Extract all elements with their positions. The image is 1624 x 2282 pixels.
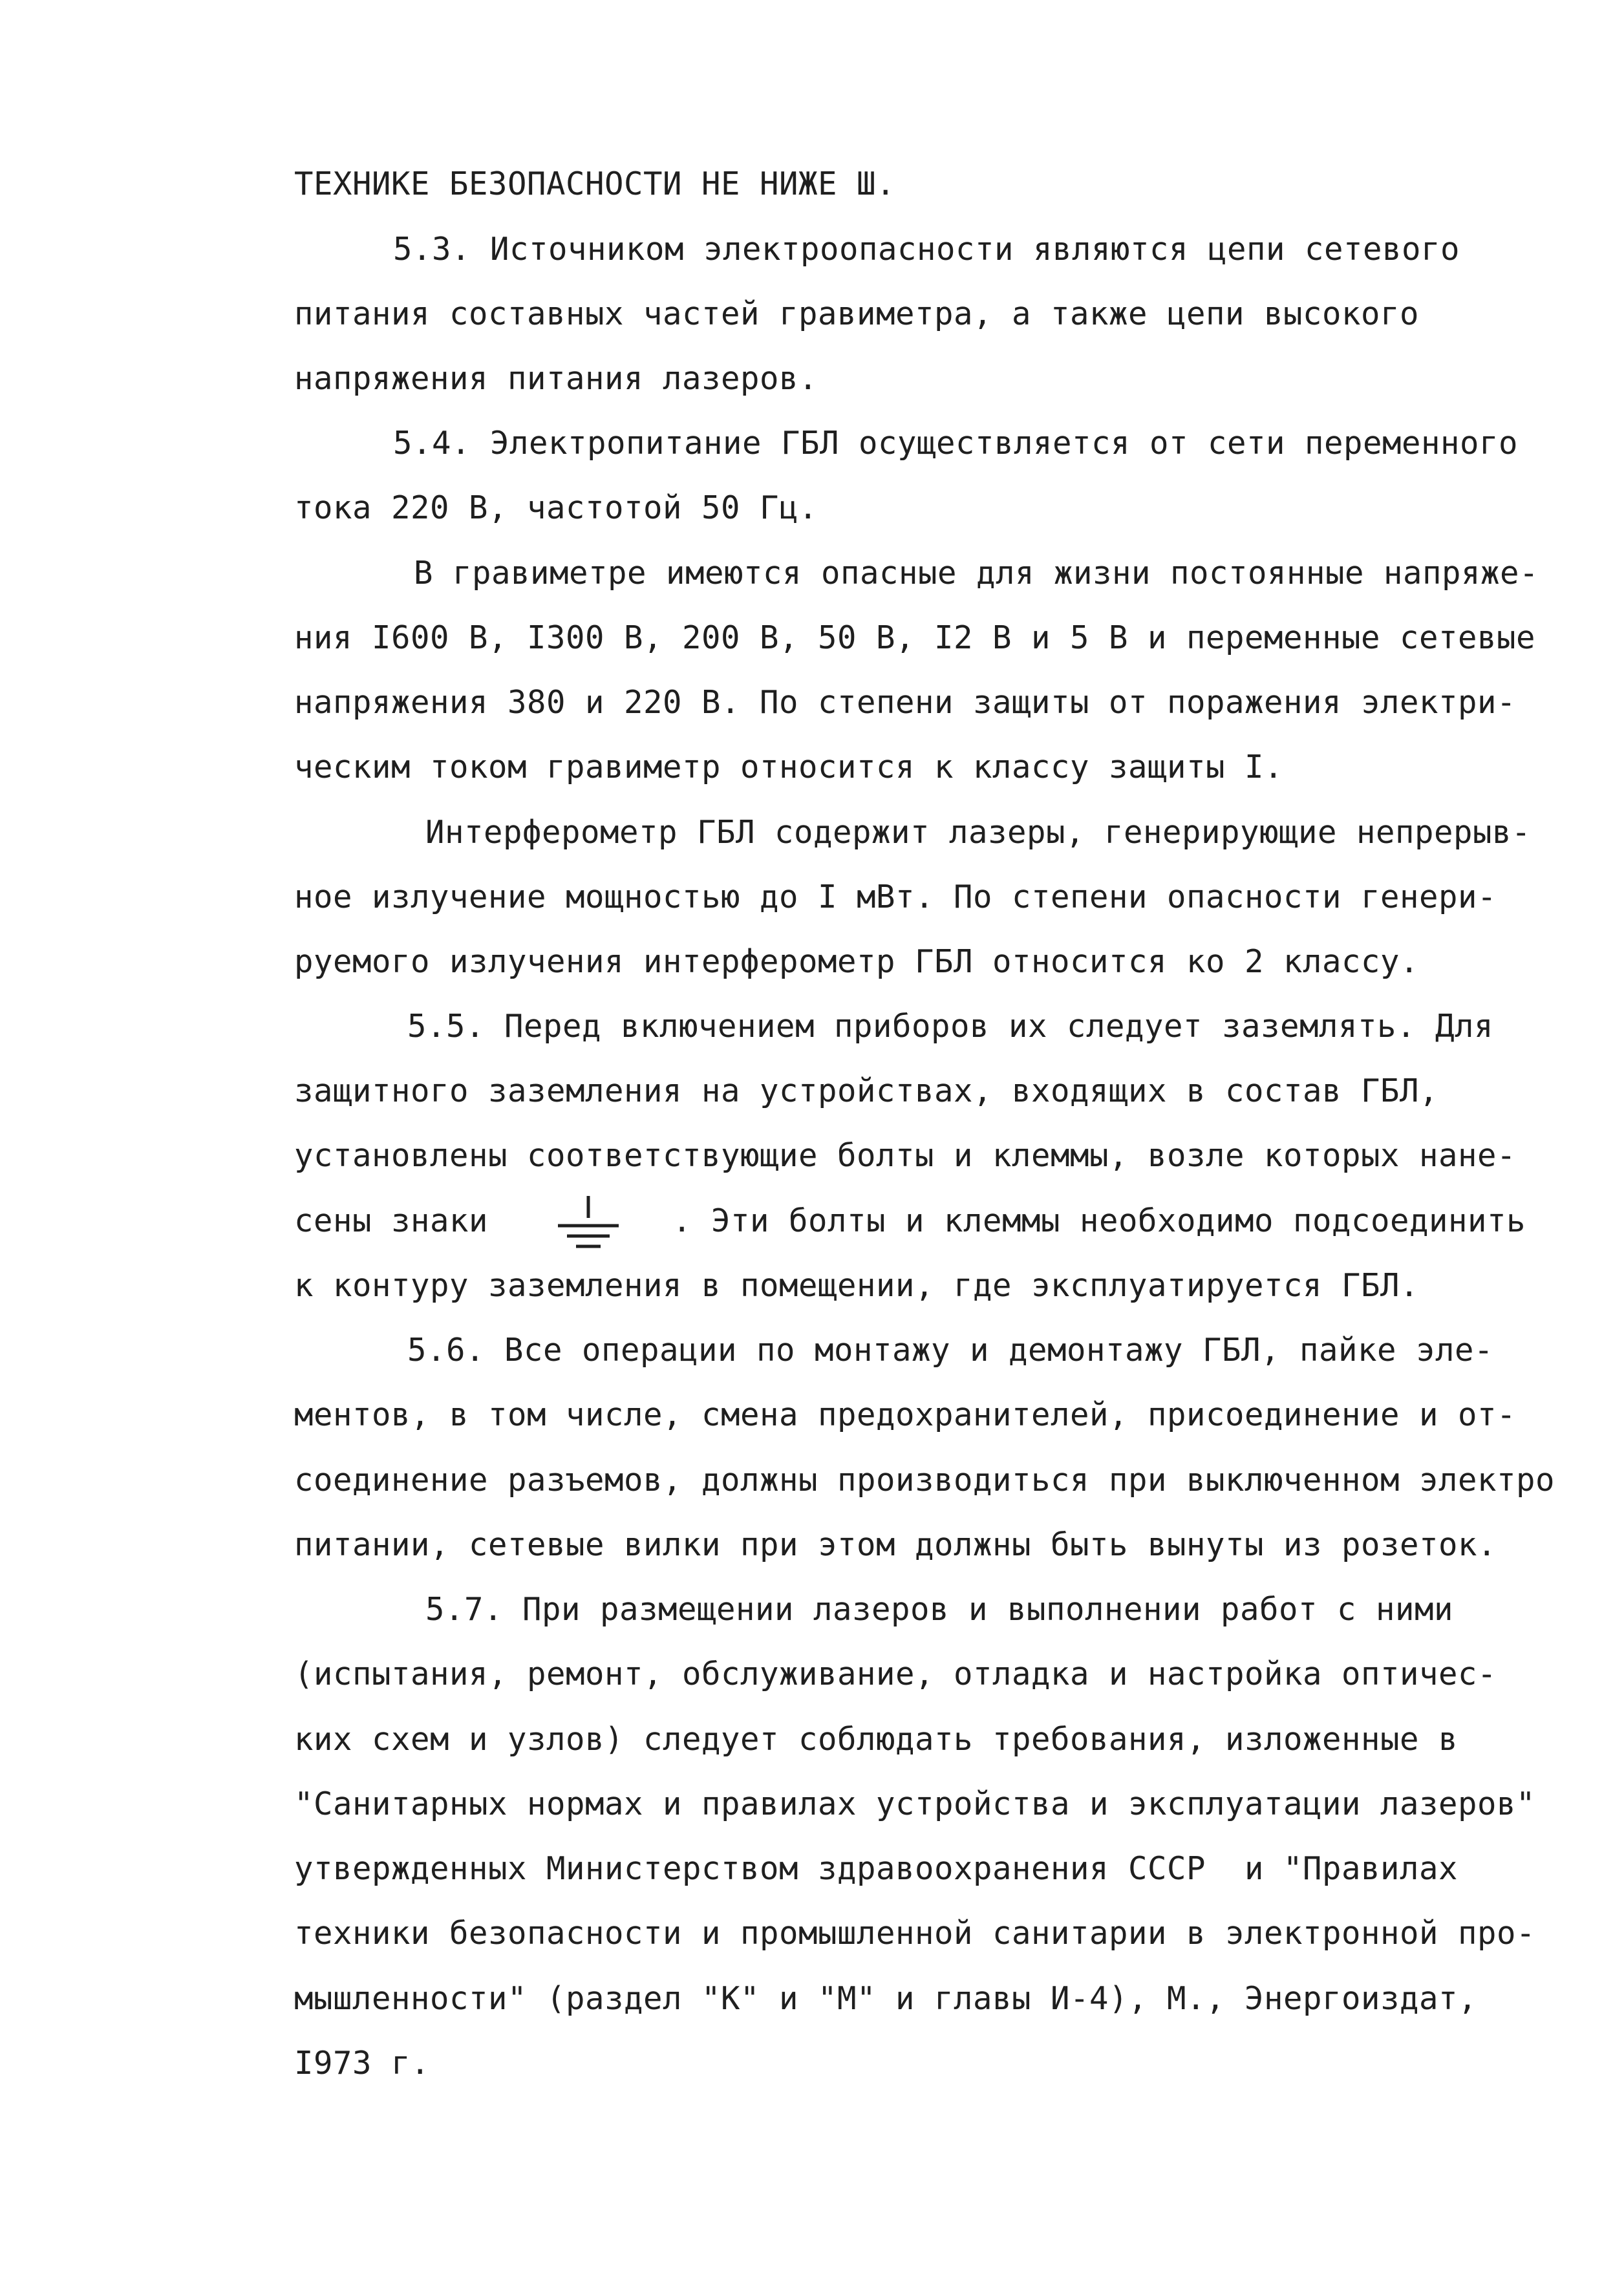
section-5-7-line: 5.7. При размещении лазеров и выполнении работ с ними xyxy=(425,1591,1454,1628)
section-5-5-line: 5.5. Перед включением приборов их следует заземлять. Для xyxy=(407,1008,1494,1045)
text-line: напряжения 380 и 220 В. По степени защиты от поражения электри- xyxy=(294,684,1517,721)
section-5-6-line: 5.6. Все операции по монтажу и демонтажу ГБЛ, пайке эле- xyxy=(407,1332,1494,1369)
text-line: ких схем и узлов) следует соблюдать требования, изложенные в xyxy=(294,1721,1458,1758)
text-line: ТЕХНИКЕ БЕЗОПАСНОСТИ НЕ НИЖЕ Ш. xyxy=(294,165,896,202)
text-line: питании, сетевые вилки при этом должны быть вынуты из розеток. xyxy=(294,1526,1497,1563)
text-line: напряжения питания лазеров. xyxy=(294,360,818,397)
text-line: техники безопасности и промышленной санитарии в электронной про- xyxy=(294,1915,1536,1952)
text-line: . Эти болты и клеммы необходимо подсоединить xyxy=(672,1202,1526,1239)
paragraph-line: Интерферометр ГБЛ содержит лазеры, генерирующие непрерыв- xyxy=(425,814,1532,851)
text-line: ментов, в том числе, смена предохранителей, присоединение и от- xyxy=(294,1396,1517,1433)
section-5-4-line: 5.4. Электропитание ГБЛ осуществляется от сети переменного xyxy=(393,425,1519,462)
text-line: "Санитарных нормах и правилах устройства и эксплуатации лазеров" xyxy=(294,1786,1536,1822)
text-line: руемого излучения интерферометр ГБЛ относится ко 2 классу. xyxy=(294,943,1420,980)
paragraph-line: В гравиметре имеются опасные для жизни постоянные напряже- xyxy=(414,555,1539,592)
text-line: ния I600 В, I300 В, 200 В, 50 В, I2 В и 5 В и переменные сетевые xyxy=(294,619,1536,656)
text-line: защитного заземления на устройствах, входящих в состав ГБЛ, xyxy=(294,1072,1439,1109)
section-5-3-line: 5.3. Источником электроопасности являются цепи сетевого xyxy=(393,231,1460,268)
text-line: (испытания, ремонт, обслуживание, отладка и настройка оптичес- xyxy=(294,1656,1497,1692)
text-line: соединение разъемов, должны производиться при выключенном электро xyxy=(294,1462,1555,1498)
text-line: сены знаки xyxy=(294,1202,489,1239)
text-line: установлены соответствующие болты и клеммы, возле которых нане- xyxy=(294,1137,1517,1174)
text-line: питания составных частей гравиметра, а также цепи высокого xyxy=(294,295,1420,332)
text-line: утвержденных Министерством здравоохранения СССР и "Правилах xyxy=(294,1850,1458,1887)
text-line: тока 220 В, частотой 50 Гц. xyxy=(294,489,818,526)
text-line: к контуру заземления в помещении, где эксплуатируется ГБЛ. xyxy=(294,1267,1420,1304)
text-line: ное излучение мощностью до I мВт. По степени опасности генери- xyxy=(294,879,1497,915)
ground-icon xyxy=(553,1191,624,1262)
text-line: мышленности" (раздел "К" и "М" и главы И-4), М., Энергоиздат, xyxy=(294,1980,1478,2017)
text-line: I973 г. xyxy=(294,2045,431,2082)
text-line: ческим током гравиметр относится к классу защиты I. xyxy=(294,749,1284,785)
